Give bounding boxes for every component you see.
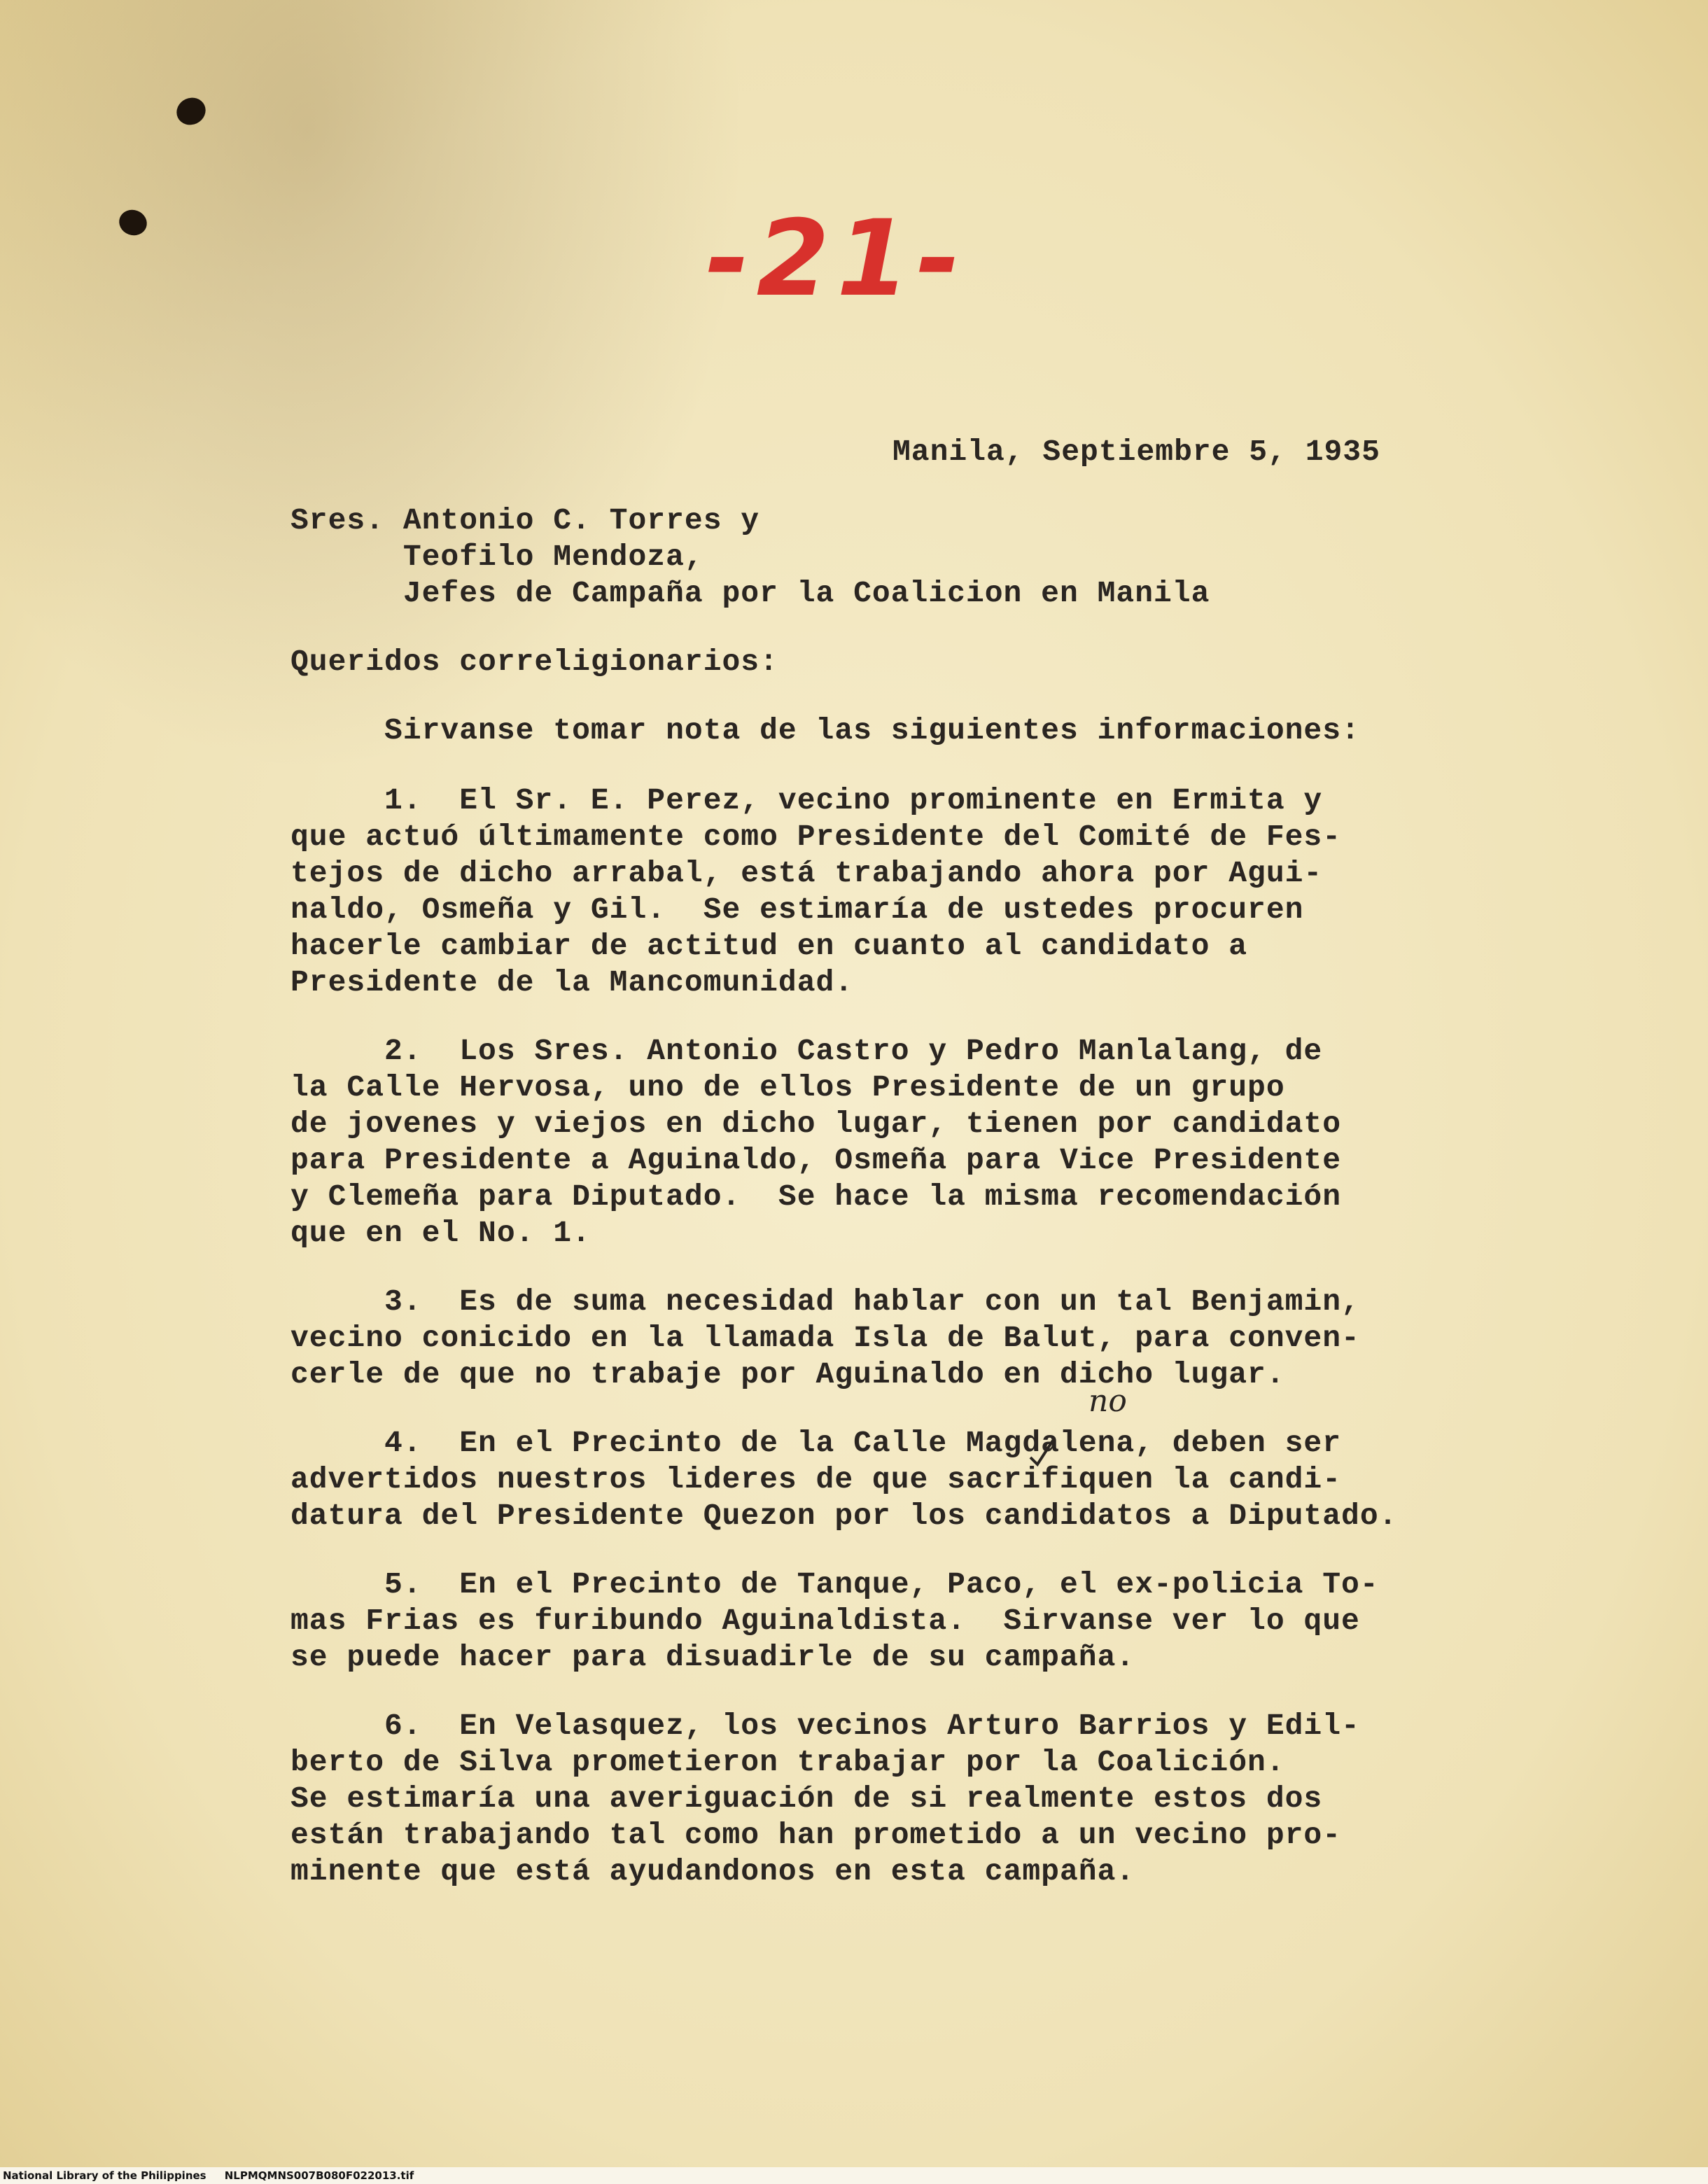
burn-stain xyxy=(172,93,210,130)
salutation: Queridos correligionarios: xyxy=(290,645,778,679)
item-line: y Clemeña para Diputado. Se hace la misma recomendación xyxy=(290,1180,1342,1214)
scan-footer xyxy=(0,2167,1708,2184)
item-line: minente que está ayudandonos en esta campaña. xyxy=(290,1854,1135,1889)
item-line: advertidos nuestros lideres de que sacrifiquen la candi- xyxy=(290,1462,1342,1497)
item-line: 4. En el Precinto de la Calle Magdalena, deben ser xyxy=(290,1426,1342,1460)
item-line: Presidente de la Mancomunidad. xyxy=(290,965,854,1000)
item-line: 5. En el Precinto de Tanque, Paco, el ex-policia To- xyxy=(290,1567,1379,1602)
item-line: para Presidente a Aguinaldo, Osmeña para Vice Presidente xyxy=(290,1143,1342,1177)
addressee-line: Jefes de Campaña por la Coalicion en Manila xyxy=(290,576,1210,610)
item-line: 1. El Sr. E. Perez, vecino prominente en Ermita y xyxy=(290,783,1323,818)
item-line: que actuó últimamente como Presidente del Comité de Fes- xyxy=(290,820,1342,854)
item-line: cerle de que no trabaje por Aguinaldo en dicho lugar. xyxy=(290,1357,1285,1392)
item-line: datura del Presidente Quezon por los candidatos a Diputado. xyxy=(290,1499,1398,1533)
item-line: la Calle Hervosa, uno de ellos Presidente de un grupo xyxy=(290,1070,1285,1105)
item-line: vecino conicido en la llamada Isla de Balut, para conven- xyxy=(290,1321,1360,1355)
item-line: mas Frias es furibundo Aguinaldista. Sirvanse ver lo que xyxy=(290,1604,1360,1638)
item-line: se puede hacer para disuadirle de su campaña. xyxy=(290,1640,1135,1674)
item-line: Se estimaría una averiguación de si realmente estos dos xyxy=(290,1782,1323,1816)
margin-note: no xyxy=(1088,1383,1127,1419)
item-line: naldo, Osmeña y Gil. Se estimaría de ustedes procuren xyxy=(290,892,1304,927)
handwritten-page-number: -21- xyxy=(706,198,967,320)
item-line: 2. Los Sres. Antonio Castro y Pedro Manlalang, de xyxy=(290,1034,1323,1068)
item-line: 6. En Velasquez, los vecinos Arturo Barrios y Edil- xyxy=(290,1709,1360,1743)
dateline: Manila, Septiembre 5, 1935 xyxy=(892,435,1380,469)
addressee-line: Sres. Antonio C. Torres y xyxy=(290,503,760,538)
item-line: berto de Silva prometieron trabajar por la Coalición. xyxy=(290,1745,1285,1779)
item-line: tejos de dicho arrabal, está trabajando ahora por Agui- xyxy=(290,856,1323,890)
intro-paragraph: Sirvanse tomar nota de las siguientes informaciones: xyxy=(290,713,1360,748)
file-id: NLPMQMNS007B080F022013.tif xyxy=(224,2169,414,2182)
item-line: que en el No. 1. xyxy=(290,1216,591,1250)
item-line: 3. Es de suma necesidad hablar con un tal Benjamin, xyxy=(290,1284,1360,1319)
library-credit: National Library of the Philippines xyxy=(3,2169,206,2182)
burn-stain xyxy=(115,206,150,239)
item-line: hacerle cambiar de actitud en cuanto al candidato a xyxy=(290,929,1248,963)
addressee-line: Teofilo Mendoza, xyxy=(290,540,704,574)
item-line: de jovenes y viejos en dicho lugar, tienen por candidato xyxy=(290,1107,1342,1141)
item-line: están trabajando tal como han prometido a un vecino pro- xyxy=(290,1818,1342,1852)
